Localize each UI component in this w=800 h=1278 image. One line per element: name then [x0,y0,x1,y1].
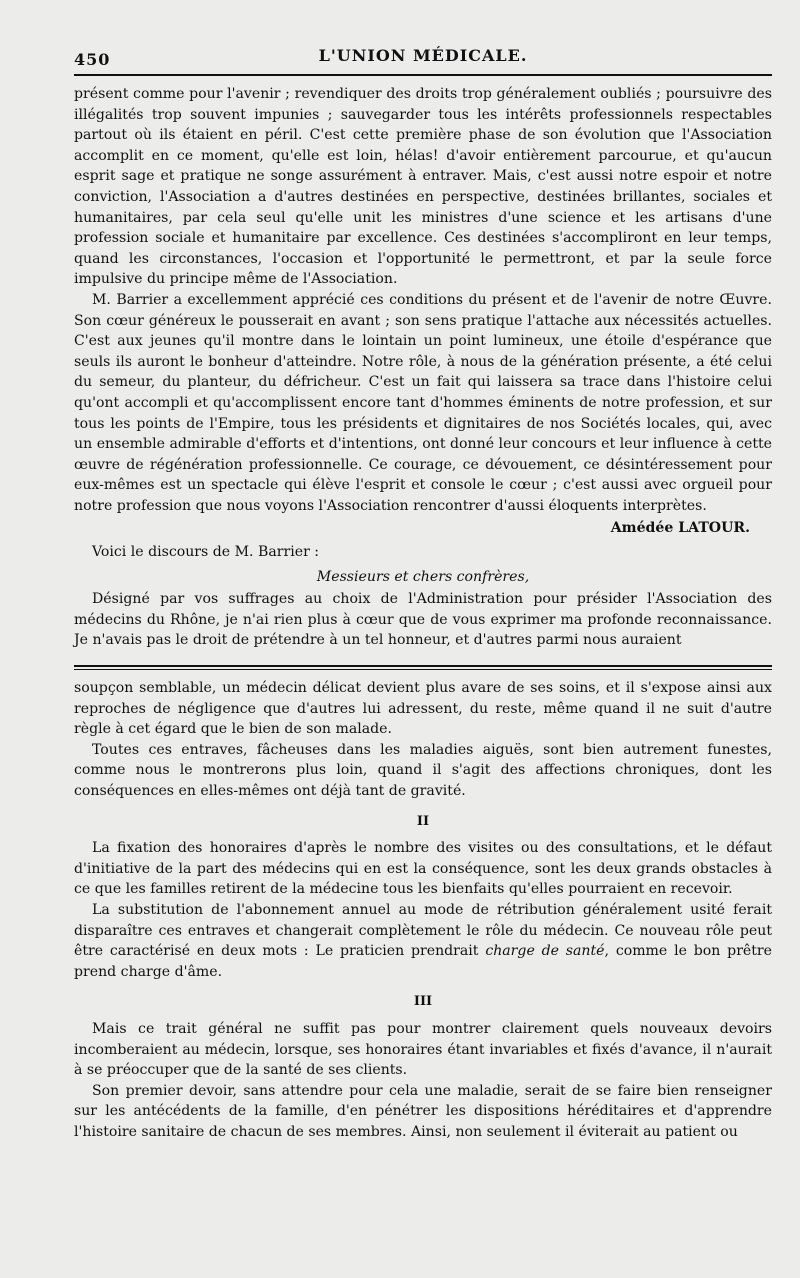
text-run: La substitution de l'abonnement annuel au mode de rétribution généralement usité ferait disparaître ces entraves et changerait complètement le rôle du médecin. Ce nouveau rôle peut être caractérisé en deux mots : Le praticien prendrait [74,901,772,960]
feuilleton-body [74,678,772,1142]
author-signature: Amédée LATOUR. [610,520,750,537]
article-paragraph: M. Barrier a excellemment apprécié ces conditions du présent et de l'avenir de notre Œuvre. Son cœur généreux le pousserait en avant ; son sens pratique l'attache aux nécessités actuelles. C'est aux jeunes qu'il montre dans le lointain un point lumineux, une étoile d'espérance que seuls ils auront le bonheur d'atteindre. Notre rôle, à nous de la génération présente, a été celui du semeur, du planteur, du défricheur. C'est un fait qui laissera sa trace dans l'histoire celui qu'ont accompli et qu'accomplissent encore tant d'hommes éminents de notre profession, et sur tous les points de l'Empire, tous les présidents et dignitaires de nos Sociétés locales, qui, avec un ensemble admirable d'efforts et d'intentions, ont donné leur concours et leur influence à cette œuvre de régénération professionnelle. Ce courage, ce dévouement, ce désintéressement pour eux-mêmes est un spectacle qui élève l'esprit et console le cœur ; c'est aussi avec orgueil pour notre profession que nous voyons l'Association rencontrer d'aussi éloquents interprètes. [74,291,772,514]
feuilleton-paragraph: La fixation des honoraires d'après le nombre des visites ou des consultations, et le défaut d'initiative de la part des médecins qui en est la conséquence, sont les deux grands obstacles à ce que les familles retirent de la médecine tous les bienfaits qu'elles pourraient en recevoir. [74,840,772,898]
italic-term: charge de santé [485,943,605,960]
section-number-ii: II [416,813,430,829]
feuilleton-divider [74,665,772,670]
page-number: 450 [74,50,111,69]
feuilleton-paragraph: Toutes ces entraves, fâcheuses dans les maladies aiguës, sont bien autrement funestes, comme nous le montrerons plus loin, quand il s'agit des affections chroniques, dont les conséquences en elles-mêmes ont déjà tant de gravité. [74,741,772,799]
journal-title: L'UNION MÉDICALE. [318,46,528,65]
feuilleton-paragraph: soupçon semblable, un médecin délicat devient plus avare de ses soins, et il s'expose ainsi aux reproches de négligence que d'autres lui adressent, du reste, même quand il ne suit d'autre règle à cet égard que le bien de son malade. [74,680,772,738]
page-header [74,46,772,72]
section-number-iii: III [413,994,433,1010]
article-body [74,84,772,651]
feuilleton-paragraph: Mais ce trait général ne suffit pas pour montrer clairement quels nouveaux devoirs incomberaient au médecin, lorsque, ses honoraires étant invariables et fixés d'avance, il n'aurait à se préoccuper que de la santé de ses clients. [74,1020,772,1079]
speech-intro: Voici le discours de M. Barrier : [92,544,320,561]
speech-paragraph: Désigné par vos suffrages au choix de l'Administration pour présider l'Association des médecins du Rhône, je n'ai rien plus à cœur que de vous exprimer ma profonde reconnaissance. Je n'avais pas le droit de prétendre à un tel honneur, et d'autres parmi nous auraient [74,591,772,649]
feuilleton-paragraph [74,900,772,982]
speech-salutation: Messieurs et chers confrères, [316,568,530,585]
text-run: , comme le bon prêtre prend charge d'âme. [74,943,773,980]
feuilleton-paragraph: Son premier devoir, sans attendre pour cela une maladie, serait de se faire bien renseigner sur les antécédents de la famille, d'en pénétrer les dispositions héréditaires et d'apprendre l'histoire sanitaire de chacun de ses membres. Ainsi, non seulement il éviterait au patient ou [74,1082,772,1140]
header-rule [74,74,772,76]
article-paragraph: présent comme pour l'avenir ; revendiquer des droits trop généralement oubliés ; poursuivre des illégalités trop souvent impunies ; sauvegarder tous les intérêts professionnels respectables partout où ils étaient en péril. C'est cette première phase de son évolution que l'Association accomplit en ce moment, qu'elle est loin, hélas! d'avoir entièrement parcourue, et qu'aucun esprit sage et pratique ne songe assurément à entraver. Mais, c'est aussi notre espoir et notre conviction, l'Association a d'autres destinées en perspective, destinées brillantes, sociales et humanitaires, par cela seul qu'elle unit les ministres d'une science et les artisans d'une profession sociale et humanitaire par excellence. Ces destinées s'accompliront en leur temps, quand les circonstances, l'occasion et l'opportunité le permettront, et par la seule force impulsive du principe même de l'Association. [74,86,772,288]
